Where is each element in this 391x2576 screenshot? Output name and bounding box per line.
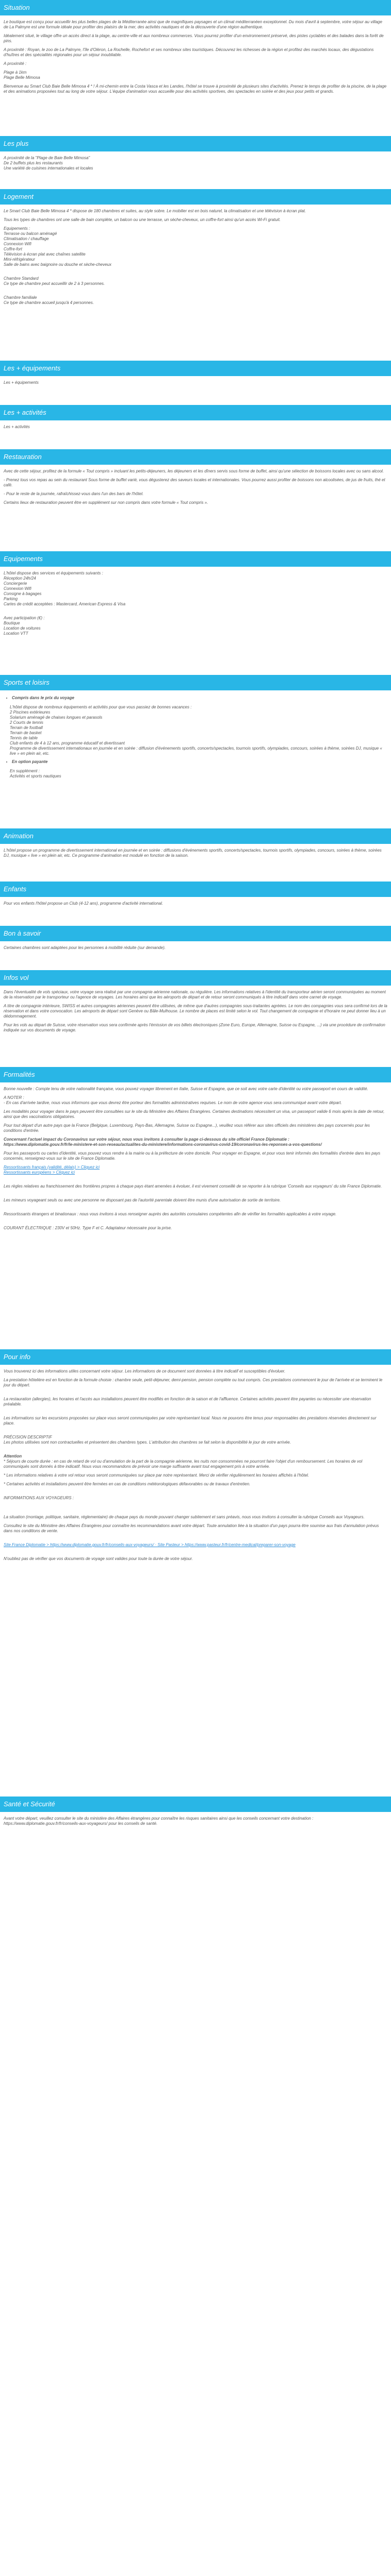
paragraph: Ressortissants étrangers et binationaux : nous vous invitons à vous renseigner auprès des autorités consulaires compétentes afin de vérifier les formalités applicables à votre voyage. bbox=[4, 1212, 337, 1216]
paragraph: COURANT ÉLECTRIQUE : 230V et 50Hz. Type F et C. Adaptateur nécessaire pour la prise. bbox=[4, 1226, 172, 1230]
formalites-section bbox=[0, 1082, 391, 1349]
section-header-activites-plus bbox=[0, 405, 391, 420]
paragraph: L'hôtel propose un programme de divertissement international en journée et en soirée : diffusions d'événements sportifs, concerts/spectacles, tournois sportifs, olympiades, concours, soirées à thème, soirées DJ, musique « live » en plein air, etc. Ce programme d'animation est modulé en fonction de la saison. bbox=[4, 848, 382, 858]
paragraph: A titre de compagnie intérieure, SWISS et autres compagnies aériennes peuvent être utilisées, de même que d'autres compagnies sous-traitantes agréées. Le nom des compagnies vous sera confirmé lors de la réservation et dans votre convocation. Les aéroports de départ sont Genève ou Bâle-Mulhouse. Le nombre de places est limité selon le vol. Tout changement de compagnie et d'horaire ne peut donner lieu à un dédommagement. bbox=[4, 1004, 387, 1019]
list-item: Connexion Wifi bbox=[4, 586, 31, 591]
equipements-plus-section bbox=[0, 376, 391, 405]
section-header-sports bbox=[0, 675, 391, 690]
section-header-logement bbox=[0, 189, 391, 205]
paragraph: Programme de divertissement internationaux en journée et en soirée : diffusion d'événements sportifs, concerts/spectacles, tournois sportifs, olympiades, concours, soirées à thème, soirées DJ, musique « live » en plein air, etc. bbox=[10, 746, 382, 756]
paragraph: La prestation hôtelière est en fonction de la formule choisie : chambre seule, petit-déjeuner, demi-pension, pension complète ou tout compris. Ces prestations commencent le jour de l'arrivée et se terminent le jour du départ. bbox=[4, 1378, 383, 1387]
included-label: • Compris dans le prix du voyage bbox=[12, 696, 387, 701]
paragraph: La situation (montage, politique, sanitaire, réglementaire) de chaque pays du monde pouvant changer subitement et sans préavis, nous vous invitons à consulter la rubrique Conseils aux Voyageurs. bbox=[4, 1515, 365, 1519]
list-item: Cartes de crédit acceptées : Mastercard, American Express & Visa bbox=[4, 602, 126, 606]
paragraph: * Certaines activités et installations peuvent être fermées en cas de conditions météorologiques défavorables ou de travaux d'entretien. bbox=[4, 1482, 251, 1486]
list-item: Connexion Wifi bbox=[4, 242, 31, 246]
paragraph: Consultez le site du Ministère des Affaires Étrangères pour connaître les recommandations avant votre départ. Toute annulation liée à la situation d'un pays pourra être soumise aux frais d'annulation prévus dans nos conditions de vente. bbox=[4, 1523, 379, 1533]
section-title: Logement bbox=[4, 193, 34, 200]
room-text: Ce type de chambre peut accueillir de 2 à 3 personnes. bbox=[4, 281, 105, 286]
paragraph: Les + activités bbox=[4, 425, 30, 429]
link-ressortissants-francais[interactable]: Ressortissants français (validité, délais) > Cliquez ici bbox=[4, 1165, 100, 1170]
list-item: A proximité de la "Plage de Baie Belle Mimosa" bbox=[4, 156, 90, 160]
paragraph: Les photos utilisées sont non contractuelles et présentent des chambres types. L'attribution des chambres se fait selon la disponibilité le jour de votre arrivée. bbox=[4, 1440, 291, 1445]
section-header-animation bbox=[0, 828, 391, 844]
section-header-sante bbox=[0, 1797, 391, 1812]
paragraph: La restauration (allergies), les horaires et l'accès aux installations peuvent être modifiés en fonction de la saison et de l'affluence. Certaines activités peuvent être payantes ou nécessiter une réservation préalable. bbox=[4, 1397, 371, 1406]
section-title: Bon à savoir bbox=[4, 929, 41, 937]
paragraph: Les règles relatives au franchissement des frontières propres à chaque pays étant amenées à évoluer, il est vivement conseillé de se reporter à la rubrique 'Conseils aux voyageurs' du site France Diplomatie. bbox=[4, 1184, 382, 1189]
list-item: Parking bbox=[4, 597, 18, 601]
section-title: Santé et Sécurité bbox=[4, 1800, 55, 1808]
paragraph: Avant votre départ, veuillez consulter le site du ministère des Affaires étrangères pour connaître les risques sanitaires ainsi que les conseils concernant votre destination : https://www.diplomatie.gouv.fr/fr/conseils-aux-voyageurs/ pour les conseils de santé. bbox=[4, 1816, 314, 1826]
included-list bbox=[4, 696, 387, 701]
voyageurs-label: INFORMATIONS AUX VOYAGEURS : bbox=[4, 1496, 74, 1500]
section-header-enfants bbox=[0, 882, 391, 897]
paragraph: Certains lieux de restauration peuvent être en supplément sur non compris dans votre formule « Tout compris ». bbox=[4, 500, 208, 505]
list-item: Une variété de cuisines internationales et locales bbox=[4, 166, 93, 171]
covid-label: Concernant l'actuel impact du Coronavirus sur votre séjour, nous vous invitons à consulter la page ci-dessous du site officiel France Diplomatie : bbox=[4, 1137, 289, 1142]
paragraph: Idéalement situé, le village offre un accès direct à la plage, au centre-ville et aux nombreux commerces. Vous pourrez profiter d'un environnement préservé, des pistes cyclables et des balades dans la forêt de pins. bbox=[4, 33, 384, 43]
room-title: Chambre familiale bbox=[4, 295, 37, 300]
paragraph: N'oubliez pas de vérifier que vos documents de voyage sont valides pour toute la durée de votre séjour. bbox=[4, 1556, 193, 1561]
section-title: Enfants bbox=[4, 885, 27, 893]
section-header-equipements-plus bbox=[0, 361, 391, 376]
paragraph: Pour les passeports ou cartes d'identité, vous pouvez vous rendre à la mairie ou à la préfecture de votre domicile. Pour voyager en Espagne, et pour vous tenir informés des formalités d'entrée dans les pays concernés, renseignez-vous sur le site de France Diplomatie. bbox=[4, 1151, 381, 1161]
section-header-bon-a-savoir bbox=[0, 926, 391, 941]
room-text: Ce type de chambre accueil jusqu'à 4 personnes. bbox=[4, 300, 94, 305]
list-item: Location de voitures bbox=[4, 626, 41, 631]
list-item: 2 Piscines extérieures bbox=[10, 710, 51, 715]
section-title: Les + équipements bbox=[4, 364, 61, 372]
list-item: Mini-réfrigérateur bbox=[4, 257, 35, 262]
diplomatie-links[interactable]: Site France Diplomatie > https://www.diplomatie.gouv.fr/fr/conseils-aux-voyageurs/ · Site Pasteur > https://www.pasteur.fr/fr/centre-medical/preparer-son-voyage bbox=[4, 1543, 296, 1547]
logement-section bbox=[0, 205, 391, 361]
paragraph: - En cas d'arrivée tardive, nous vous informons que vous devrez être porteur des formalités administratives requises. Le nom de votre agence vous sera communiqué avant votre départ. bbox=[4, 1100, 342, 1105]
list-item: Location VTT bbox=[4, 631, 28, 636]
paragraph: Bonne nouvelle : Compte tenu de votre nationalité française, vous pouvez voyager librement en Italie, Suisse et Espagne, que ce soit avec votre carte d'identité ou votre passeport en cours de validité. bbox=[4, 1087, 368, 1091]
paragraph: Pour les vols au départ de Suisse, votre réservation vous sera confirmée après l'émission de vos billets électroniques (Zone Euro, Europe, Allemagne, Suisse ou Espagne, ...) via une procédure de confirmation indiquée sur vos documents de voyage. bbox=[4, 1023, 385, 1032]
section-title: Formalités bbox=[4, 1071, 35, 1078]
note-label: A NOTER : bbox=[4, 1095, 24, 1100]
section-title: Les + activités bbox=[4, 409, 46, 416]
places-label: A proximité : bbox=[4, 61, 27, 66]
sante-section bbox=[0, 1812, 391, 1842]
paragraph: * Les informations relatives à votre vol retour vous seront communiquées sur place par notre représentant. Merci de vérifier régulièrement les horaires affichés à l'hôtel. bbox=[4, 1473, 309, 1478]
paragraph: Vous trouverez ici des informations utiles concernant votre séjour. Les informations de ce document sont données à titre indicatif et susceptibles d'évoluer. bbox=[4, 1369, 286, 1374]
list-item: Activités et sports nautiques bbox=[10, 774, 61, 778]
place-item: Plage Belle Mimosa bbox=[4, 75, 40, 80]
paragraph: Les modalités pour voyager dans le pays peuvent être consultées sur le site du Ministère des Affaires Étrangères. Certaines destinations nécessitent un visa, un passeport valide 6 mois après la date de retour, ainsi que des vaccinations obligatoires. bbox=[4, 1109, 385, 1119]
option-label: • En option payante bbox=[12, 759, 387, 765]
place-item: Plage à 1km bbox=[4, 70, 27, 75]
paragraph: L'hôtel dispose de nombreux équipements et activités pour que vous passiez de bonnes vacances : bbox=[10, 705, 192, 709]
section-header-restauration bbox=[0, 449, 391, 465]
paragraph: En supplément : bbox=[10, 769, 40, 773]
attention-label: Attention bbox=[4, 1454, 22, 1459]
list-item: Terrain de basket bbox=[10, 731, 42, 735]
paragraph: L'hôtel dispose des services et équipements suivants : bbox=[4, 571, 103, 575]
les-plus-section bbox=[0, 151, 391, 189]
list-item: Climatisation / chauffage bbox=[4, 236, 49, 241]
list-label: Avec participation (€) : bbox=[4, 616, 45, 620]
paragraph: Pour tout départ d'un autre pays que la France (Belgique, Luxembourg, Pays-Bas, Allemagne, Suisse ou Espagne...), veuillez vous référer aux sites officiels des ministères des pays concernés pour les conditions d'entrée. bbox=[4, 1123, 370, 1133]
sports-section bbox=[0, 690, 391, 828]
animation-section bbox=[0, 844, 391, 882]
covid-link[interactable]: https://www.diplomatie.gouv.fr/fr/le-ministere-et-son-reseau/actualites-du-ministere/informations-coronavirus-covid-19/coronavirus-les-reponses-a-vos-questions/ bbox=[4, 1142, 322, 1147]
paragraph: - Pour le reste de la journée, rafraîchissez-vous dans l'un des bars de l'hôtel. bbox=[4, 492, 144, 496]
section-header-les-plus bbox=[0, 136, 391, 151]
room-title: Chambre Standard bbox=[4, 276, 39, 281]
list-label: Equipements : bbox=[4, 226, 30, 231]
paragraph: * Séjours de courte durée : en cas de retard de vol ou d'annulation de la part de la compagnie aérienne, les nuits non consommées ne pourront faire l'objet d'un remboursement. Les horaires de vol communiqués sont donnés à titre indicatif. Nous vous recommandons de prévoir une marge suffisante avant tout engagement pris à votre arrivée. bbox=[4, 1459, 363, 1469]
bon-a-savoir-section bbox=[0, 941, 391, 970]
link-ressortissants-europeens[interactable]: Ressortissants européens > Cliquez ici bbox=[4, 1170, 75, 1175]
paragraph: Dans l'éventualité de vols spéciaux, votre voyage sera réalisé par une compagnie aérienne nationale, ou régulière. Les informations relatives à l'identité du transporteur aérien seront communiquées au moment de la réservation par le transporteur ou l'agence de voyages. Les horaires ainsi que les aéroports de départ et de retour seront communiqués à titre indicatif dans votre carnet de voyage. bbox=[4, 990, 386, 999]
option-list bbox=[4, 759, 387, 765]
activites-plus-section bbox=[0, 420, 391, 449]
paragraph: Bienvenue au Smart Club Baie Belle Mimosa 4 * ! À mi-chemin entre la Costa Vasca et les Landes, l'hôtel se trouve à proximité de plusieurs sites d'activités. Prenez le temps de profiter de la piscine, de la plage et des animations proposées tout au long de votre séjour. L'équipe d'animation vous accueille pour des activités sportives, des spectacles en soirée et des jeux pour petits et grands. bbox=[4, 84, 387, 94]
paragraph: Le Smart Club Baie Belle Mimosa 4 * dispose de 180 chambres et suites, au style sobre. Le mobilier est en bois naturel, la climatisation et une télévision à écran plat. bbox=[4, 209, 306, 213]
section-title: Sports et loisirs bbox=[4, 679, 50, 686]
list-item: De 2 buffets plus les restaurants bbox=[4, 161, 63, 165]
paragraph: Tous les types de chambres ont une salle de bain complète, un balcon ou une terrasse, un sèche-cheveux, un coffre-fort ainsi qu'un accès Wi-Fi gratuit. bbox=[4, 217, 281, 222]
equipements-section bbox=[0, 567, 391, 675]
section-header-infos-vol bbox=[0, 970, 391, 986]
list-item: 2 Courts de tennis bbox=[10, 720, 43, 725]
list-item: Terrain de football bbox=[10, 725, 43, 730]
situation-section bbox=[0, 15, 391, 136]
paragraph: Les informations sur les excursions proposées sur place vous seront communiquées par votre représentant local. Nous ne pouvons être tenus pour responsables des prestations réservées directement sur place. bbox=[4, 1416, 377, 1426]
paragraph: - Prenez tous vos repas au sein du restaurant Sous forme de buffet varié, vous dégusterez des saveurs locales et internationales. Vous pourrez aussi profiter de boissons non alcoolisées, de jus de fruits, thé et café. bbox=[4, 478, 385, 487]
section-title: Situation bbox=[4, 4, 30, 11]
precision-label: PRÉCISION DESCRIPTIF bbox=[4, 1435, 52, 1439]
infos-vol-section bbox=[0, 986, 391, 1067]
list-item: Salle de bains avec baignoire ou douche et sèche-cheveux bbox=[4, 262, 112, 267]
paragraph: A proximité : Royan, le zoo de La Palmyre, l'île d'Oléron, La Rochelle, Rochefort et ses nombreux sites touristiques. Découvrez les richesses de la région et profitez des marchés locaux, des dégustations d'huîtres et des spécialités régionales pour un séjour inoubliable. bbox=[4, 47, 374, 57]
list-item: Tennis de table bbox=[10, 736, 38, 740]
section-title: Pour info bbox=[4, 1353, 31, 1361]
restauration-section bbox=[0, 465, 391, 551]
section-header-formalites bbox=[0, 1067, 391, 1082]
paragraph: Pour vos enfants l'hôtel propose un Club (4-12 ans), programme d'activité international. bbox=[4, 901, 163, 906]
section-title: Restauration bbox=[4, 453, 42, 461]
list-item: Solarium aménagé de chaises longues et parasols bbox=[10, 715, 103, 720]
list-item: Boutique bbox=[4, 621, 20, 625]
section-header-equipements bbox=[0, 551, 391, 567]
list-item: Terrasse ou balcon aménagé bbox=[4, 231, 57, 236]
section-title: Equipements bbox=[4, 555, 43, 563]
list-item: Conciergerie bbox=[4, 581, 27, 586]
paragraph: Le boutique est conçu pour accueillir les plus belles plages de la Méditerranée ainsi que de magnifiques paysages et un climat méditerranéen exceptionnel. Du mois d'avril à septembre, votre séjour au village de La Palmyre est une formule idéale pour profiter des plaisirs de la mer, des activités nautiques et de la découverte d'une région authentique. bbox=[4, 20, 382, 29]
list-item: Télévision à écran plat avec chaînes satellite bbox=[4, 252, 86, 257]
list-item: Consigne à bagages bbox=[4, 591, 42, 596]
section-header-pour-info bbox=[0, 1349, 391, 1365]
paragraph: Les + équipements bbox=[4, 380, 39, 385]
list-item: Club enfants de 4 à 12 ans, programme éducatif et divertissant bbox=[10, 741, 125, 745]
section-title: Animation bbox=[4, 832, 34, 840]
paragraph: Avec de cette séjour, profitez de la formule « Tout compris » incluant les petits-déjeuners, les déjeuners et les dîners servis sous forme de buffet, ainsi qu'une sélection de boissons locales avec ou sans alcool. bbox=[4, 469, 384, 473]
list-item: Coffre-fort bbox=[4, 247, 23, 251]
section-title: Infos vol bbox=[4, 974, 29, 981]
pour-info-section bbox=[0, 1365, 391, 1797]
list-item: Réception 24h/24 bbox=[4, 576, 36, 581]
paragraph: Les mineurs voyageant seuls ou avec une personne ne disposant pas de l'autorité parentale doivent être munis d'une autorisation de sortie de territoire. bbox=[4, 1198, 281, 1202]
section-title: Les plus bbox=[4, 140, 29, 147]
section-header-situation bbox=[0, 0, 391, 15]
enfants-section bbox=[0, 897, 391, 926]
paragraph: Certaines chambres sont adaptées pour les personnes à mobilité réduite (sur demande). bbox=[4, 945, 166, 950]
